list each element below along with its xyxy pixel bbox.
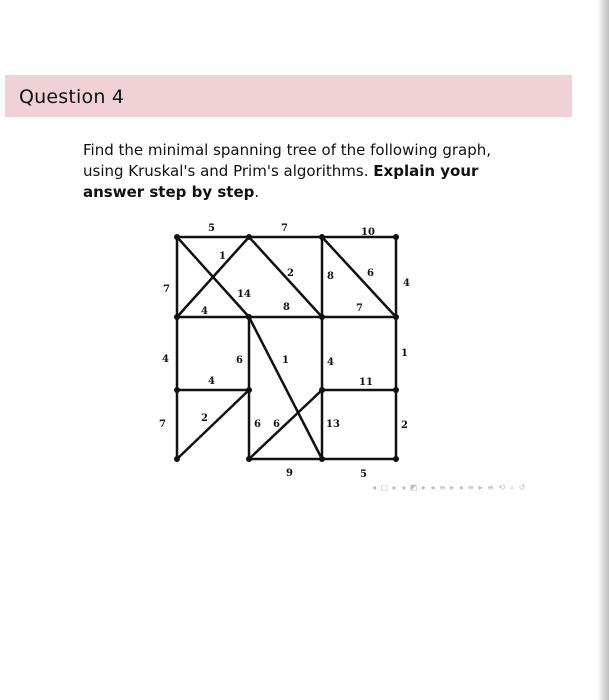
graph-vertex (174, 456, 180, 462)
edge-weight-label: 6 (236, 355, 243, 366)
graph-vertex (393, 387, 399, 393)
question-text-bold: Explain your answer step by step (83, 162, 479, 201)
edge-weight-label: 6 (273, 419, 280, 430)
graph-vertex (246, 314, 252, 320)
question-text-end: . (254, 183, 260, 201)
graph-vertex (393, 314, 399, 320)
edge-weight-label: 1 (219, 251, 226, 262)
edge-weight-label: 2 (287, 268, 294, 279)
graph-vertex (319, 456, 325, 462)
graph-vertex (319, 234, 325, 240)
edge-weight-label: 1 (401, 348, 408, 359)
edge-weight-label: 14 (237, 289, 251, 300)
graph-edge (249, 317, 322, 459)
edge-weight-label: 2 (201, 413, 208, 424)
question-title: Question 4 (19, 86, 125, 108)
graph-vertex (246, 234, 252, 240)
edge-weight-label: 13 (326, 419, 340, 430)
graph-vertex (393, 456, 399, 462)
edge-weight-label: 4 (327, 357, 334, 368)
edge-weight-label: 6 (254, 419, 261, 430)
edge-weight-label: 5 (360, 469, 367, 480)
edge-weight-label: 4 (201, 306, 208, 317)
edge-weight-label: 9 (286, 468, 293, 479)
edge-weight-label: 4 (403, 278, 410, 289)
edge-weight-label: 4 (162, 354, 169, 365)
edge-weight-label: 10 (361, 227, 375, 238)
edge-weight-label: 5 (208, 223, 215, 234)
edge-weight-label: 7 (159, 419, 166, 430)
graph-vertex (174, 314, 180, 320)
graph-vertex (393, 234, 399, 240)
question-text-plain: Find the minimal spanning tree of the following graph, using Kruskal's and Prim's algorithms. (83, 141, 492, 180)
edge-weight-label: 6 (367, 268, 374, 279)
edge-weight-label: 7 (281, 223, 288, 234)
beamer-navigation-symbols[interactable]: ◂ □ ▸ ◂ ◩ ▸ ◂ ≡ ▸ ◂ ≡ ▸ ≡ ⟲ ⌕ ↺ (372, 483, 527, 492)
graph-vertex (246, 456, 252, 462)
edge-weight-label: 1 (282, 355, 289, 366)
edge-weight-label: 7 (356, 303, 363, 314)
edge-weight-label: 2 (401, 420, 408, 431)
graph-vertex (246, 387, 252, 393)
edge-weight-label: 8 (283, 302, 290, 313)
edge-weight-label: 11 (359, 377, 373, 388)
edge-weight-label: 4 (208, 376, 215, 387)
graph-vertex (319, 387, 325, 393)
edge-weight-label: 7 (163, 284, 170, 295)
edge-weight-label: 8 (327, 271, 334, 282)
graph-edge (177, 390, 249, 459)
graph-vertex (174, 234, 180, 240)
graph-vertex (174, 387, 180, 393)
graph-vertex (319, 314, 325, 320)
